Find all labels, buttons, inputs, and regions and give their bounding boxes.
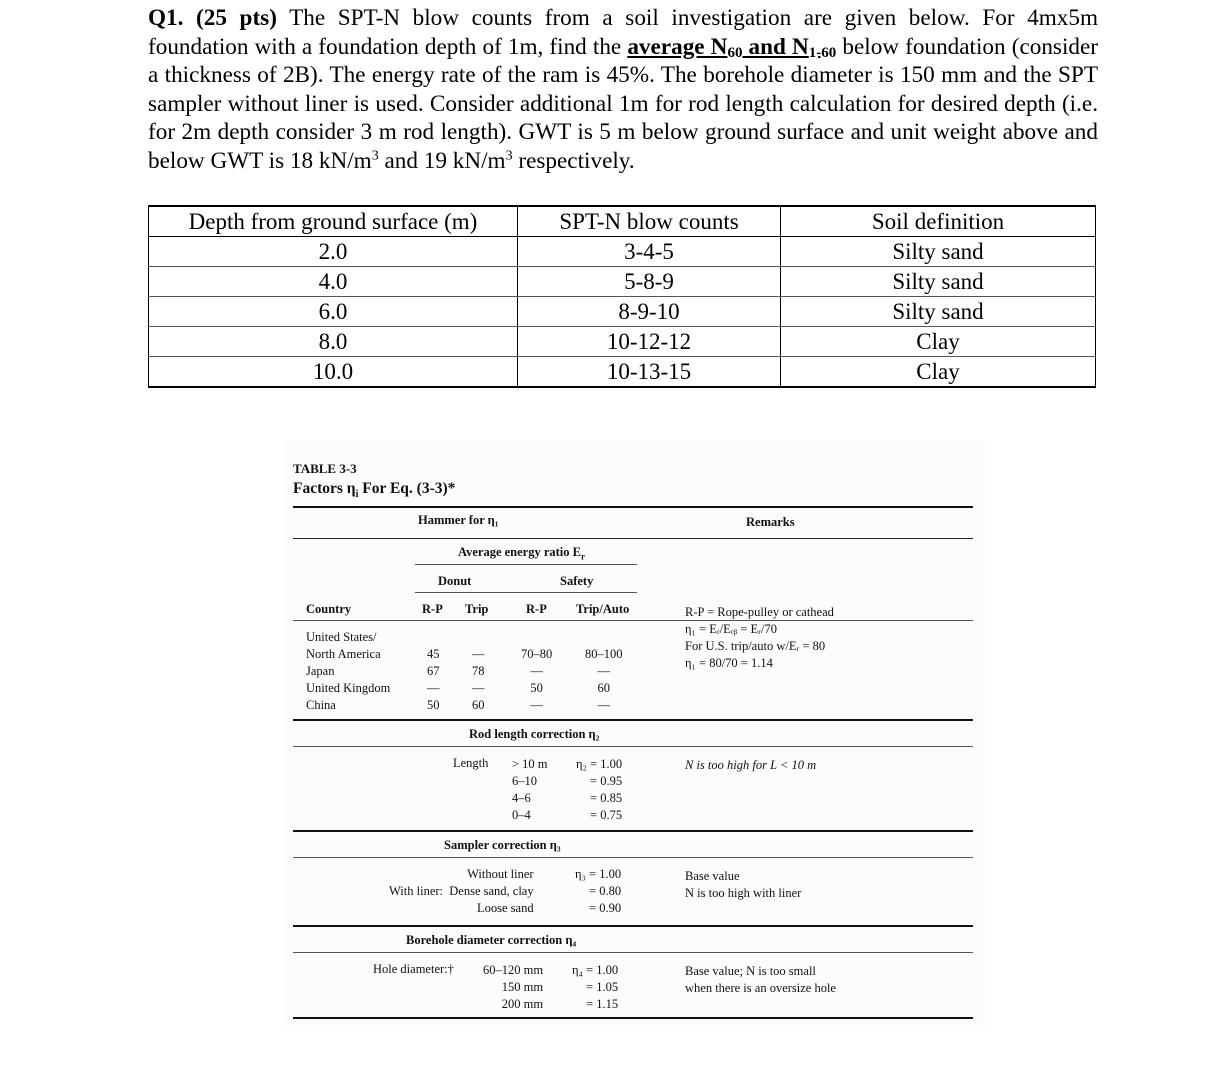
depth-cell: 2.0: [149, 237, 518, 267]
soil-cell: Silty sand: [781, 267, 1096, 297]
table-row: [149, 267, 1096, 297]
table-label: TABLE 3-3: [293, 461, 357, 476]
unit-superscript: 3: [505, 148, 513, 164]
donut-header: Donut: [438, 574, 472, 588]
donut-trip-values: — 78 — 60: [472, 647, 485, 712]
table-title: Factors $\eta_i$ For Eq. (3-3)*: [293, 480, 456, 501]
table-row: [149, 297, 1096, 327]
question-text: [148, 4, 1098, 176]
col-tripauto-safety: Trip/Auto: [576, 602, 630, 616]
header-depth: Depth from ground surface (m): [149, 206, 518, 237]
rod-length-remark: N is too high for L < 10 m: [685, 758, 817, 772]
rule: [293, 719, 973, 721]
col-trip-donut: Trip: [465, 602, 489, 616]
energy-ratio-header: Average energy ratio $E_r$: [458, 545, 585, 562]
rule: [293, 746, 973, 747]
col-rp-donut: R-P: [422, 602, 443, 616]
header-soil: Soil definition: [781, 206, 1096, 237]
hammer-remarks: R-P = Rope-pulley or cathead η₁ = Eᵣ/Eᵣᵦ = Eᵣ/70 For U.S. trip/auto w/Eᵣ = 80 η₁ = 80/70 = 1.14: [685, 605, 834, 670]
rod-length-values: η₂ = 1.00 = 0.95 = 0.85 = 0.75: [576, 757, 623, 822]
sampler-remarks: Base value N is too high with liner: [685, 869, 802, 900]
depth-cell: 10.0: [149, 357, 518, 388]
safety-header: Safety: [560, 574, 594, 588]
col-rp-safety: R-P: [526, 602, 547, 616]
rule: [293, 952, 973, 953]
hammer-header: Hammer for η₁: [418, 513, 499, 527]
soil-cell: Silty sand: [781, 237, 1096, 267]
borehole-sizes: 60–120 mm 150 mm 200 mm: [483, 963, 544, 1011]
safety-trip-values: 80–100 — 60 —: [585, 647, 623, 712]
remarks-header: Remarks: [746, 515, 795, 529]
question-points: (25 pts): [196, 5, 277, 31]
borehole-label: Hole diameter:†: [373, 962, 454, 976]
spt-table-header: [149, 206, 1096, 237]
rod-length-label: Length: [453, 756, 489, 770]
borehole-values: η₄ = 1.00 = 1.05 = 1.15: [572, 963, 619, 1011]
unit-superscript: 3: [371, 148, 379, 164]
spt-cell: 3-4-5: [518, 237, 781, 267]
spt-cell: 5-8-9: [518, 267, 781, 297]
rule: [293, 857, 973, 858]
rule: [293, 538, 973, 539]
question-number: Q1.: [148, 5, 184, 31]
spt-cell: 10-13-15: [518, 357, 781, 388]
donut-rp-values: 45 67 — 50: [427, 647, 440, 712]
spt-cell: 10-12-12: [518, 327, 781, 357]
question-body-b: below foundation (consider a thickness of 2B). The energy rate of the ram is 45%. The borehole diameter is 150 mm and the SPT sampler without liner is used. Consider additional 1m for rod length calculation for desired depth (i.e. for 2m depth consider 3 m rod length). GWT is 5 m below ground surface and unit weight above and below GWT is 18 kN/m: [148, 33, 1098, 174]
sampler-conditions: Without liner With liner: Dense sand, clay Loose sand: [389, 867, 534, 915]
rule: [293, 1017, 973, 1019]
country-header: Country: [306, 602, 352, 616]
rod-length-header: Rod length correction η₂: [469, 727, 600, 741]
table-row: [149, 237, 1096, 267]
depth-cell: 8.0: [149, 327, 518, 357]
sampler-values: η₃ = 1.00 = 0.80 = 0.90: [575, 867, 622, 915]
depth-cell: 6.0: [149, 297, 518, 327]
soil-cell: Clay: [781, 357, 1096, 388]
spt-cell: 8-9-10: [518, 297, 781, 327]
rod-length-ranges: > 10 m 6–10 4–6 0–4: [512, 757, 548, 822]
rule: [293, 620, 973, 621]
soil-cell: Clay: [781, 327, 1096, 357]
reference-table-image: [285, 440, 990, 1030]
table-row: [149, 327, 1096, 357]
depth-cell: 4.0: [149, 267, 518, 297]
spt-table: [148, 205, 1096, 388]
question-body-a: The SPT-N blow counts from a soil investigation are given below. For 4mx5m foundation with a foundation depth of 1m, find the: [148, 5, 1098, 60]
rule: [415, 592, 637, 593]
rule: [293, 506, 973, 508]
countries-list: United States/ North America Japan United Kingdom China: [306, 630, 391, 712]
question-body-d: respectively.: [512, 147, 635, 174]
rule: [293, 925, 973, 927]
soil-cell: Silty sand: [781, 297, 1096, 327]
rule: [293, 830, 973, 832]
table-row: [149, 357, 1096, 388]
rule: [415, 564, 637, 565]
sampler-header: Sampler correction η₃: [444, 838, 561, 852]
safety-rp-values: 70–80 — 50 —: [521, 647, 553, 712]
borehole-remarks: Base value; N is too small when there is an oversize hole: [685, 964, 836, 995]
question-emphasis-n60: average $N_{60}$ and $N_{1-60}$: [627, 33, 837, 61]
borehole-header: Borehole diameter correction η₄: [406, 933, 577, 947]
header-spt: SPT-N blow counts: [518, 206, 781, 237]
question-body-c: and 19 kN/m: [378, 147, 506, 174]
